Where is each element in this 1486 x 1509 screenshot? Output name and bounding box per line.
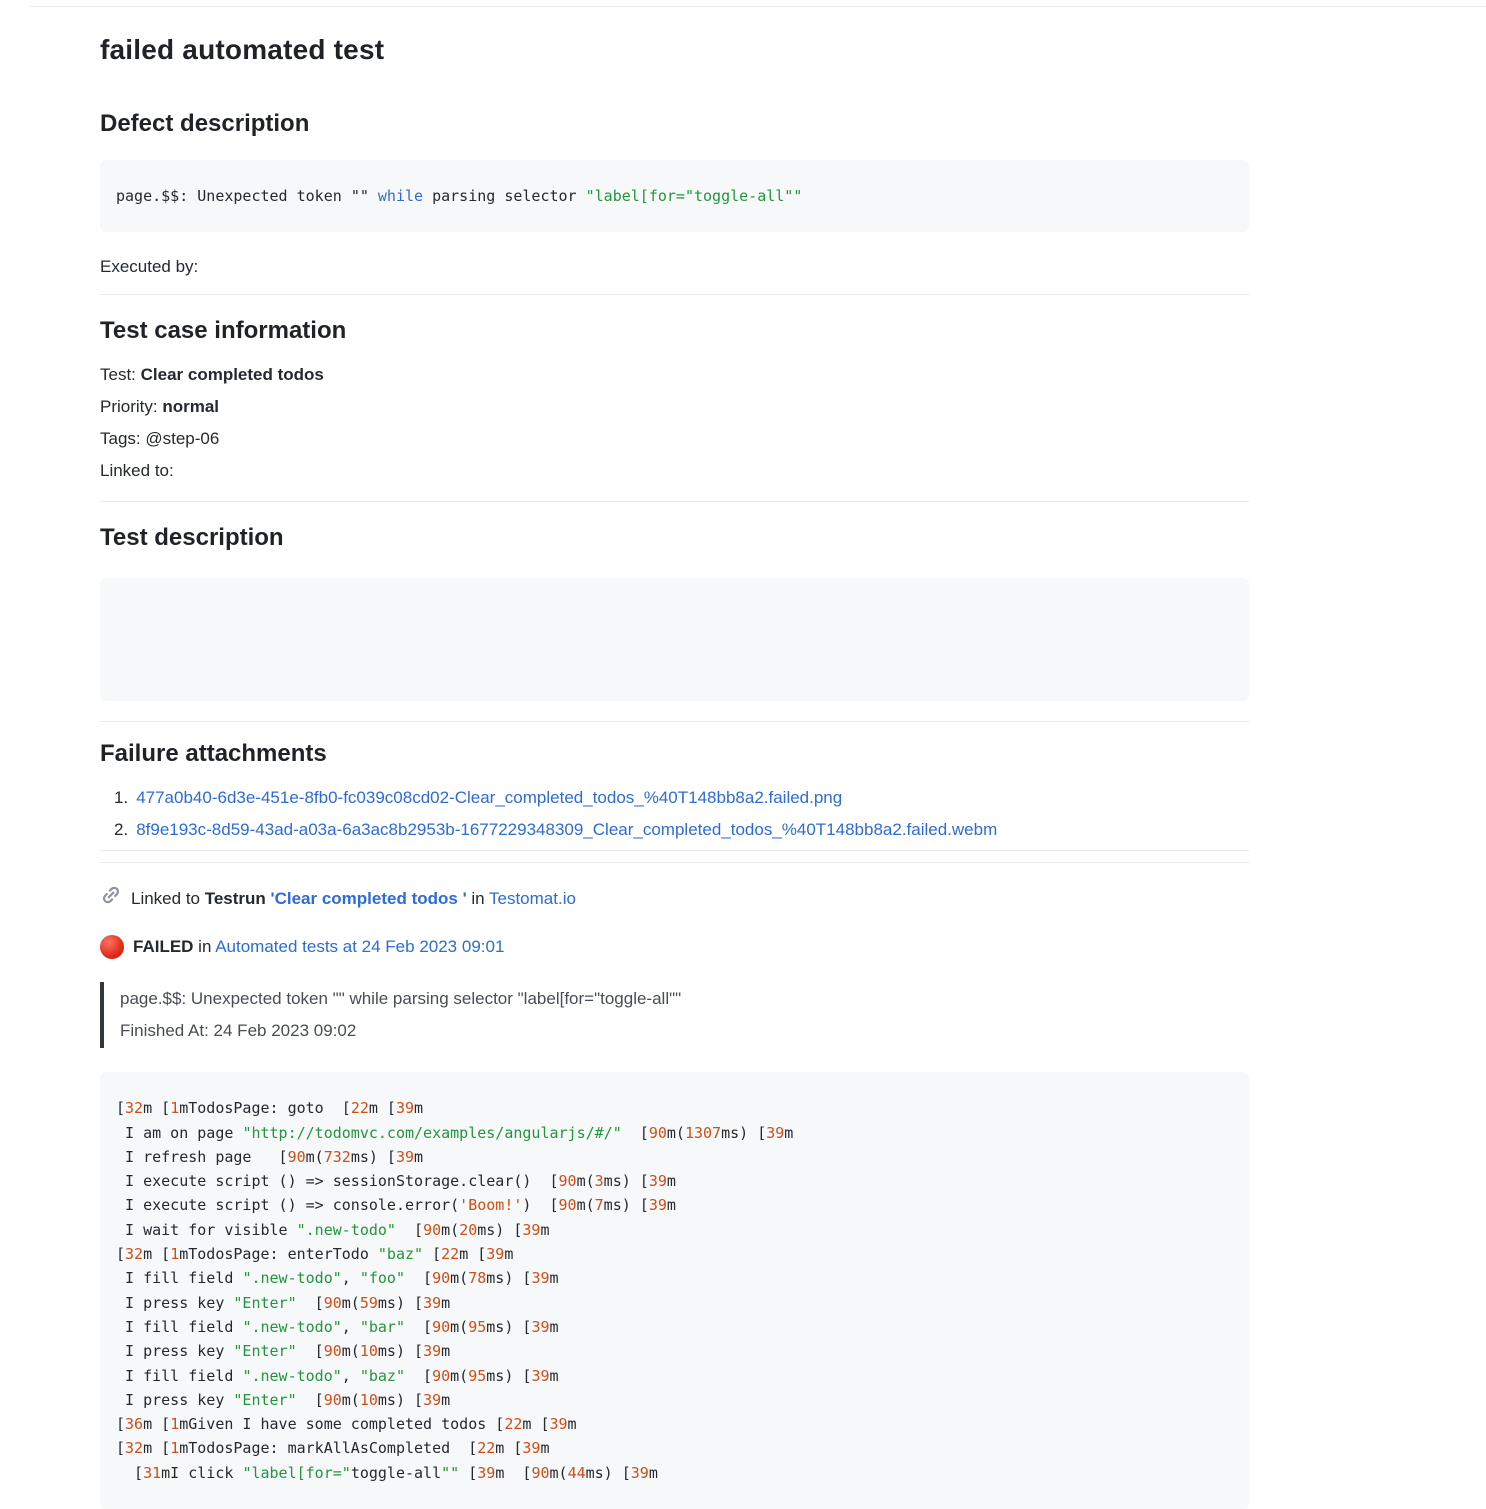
- field-test-label: Test:: [100, 365, 141, 385]
- status-line: [100, 934, 1249, 960]
- defect-description-heading: Defect description: [100, 110, 310, 137]
- field-tags-label: Tags:: [100, 429, 146, 449]
- attachment-link-webm[interactable]: 8f9e193c-8d59-43ad-a03a-6a3ac8b2953b-1677229348309_Clear_completed_todos_%40T148bb8a2.failed.webm: [136, 820, 998, 840]
- attachment-index: 1.: [114, 788, 129, 808]
- double-divider: [100, 850, 1249, 863]
- attachment-item: [100, 814, 1249, 846]
- quote-error-line: page.$$: Unexpected token "" while parsing selector "label[for="toggle-all"": [120, 989, 682, 1009]
- field-linked-to: [100, 455, 1249, 487]
- attachment-index: 2.: [114, 820, 129, 840]
- testrun-word: Testrun: [204, 889, 266, 909]
- field-tags: [100, 423, 1249, 455]
- testrun-link[interactable]: 'Clear completed todos ': [270, 889, 467, 909]
- field-priority-label: Priority:: [100, 397, 163, 417]
- divider-line: [100, 850, 1249, 851]
- in-word: in: [193, 937, 216, 957]
- divider-line: [100, 862, 1249, 863]
- field-priority-value: normal: [162, 397, 220, 417]
- section-divider: [100, 294, 1249, 295]
- quote-finished-line: Finished At: 24 Feb 2023 09:02: [120, 1021, 357, 1041]
- linked-testrun-text: [131, 886, 576, 912]
- test-description-heading: Test description: [100, 524, 284, 552]
- testrun-report-link[interactable]: Automated tests at 24 Feb 2023 09:01: [215, 937, 505, 957]
- linked-to-word: Linked to: [131, 889, 205, 909]
- field-priority: [100, 391, 1249, 423]
- in-word: in: [466, 889, 489, 909]
- executed-by-label: Executed by:: [100, 257, 199, 277]
- test-case-fields: [100, 359, 1249, 487]
- test-log-code-block: [32m [1mTodosPage: goto [22m [39m I am on page "http://todomvc.com/examples/angularjs/#/" [90m(1307ms) [39m I refresh page [90m(732ms) [39m I execute script () => sessionStorage.clear() [90m(3ms) [39m I execute script () => console.error('Boom!') [90m(7ms) [39m I wait for visible ".new-todo" [90m(20ms) [39m [32m [1mTodosPage: enterTodo "baz" [22m [39m I fill field ".new-todo", "foo" [90m(78ms) [39m I press key "Enter" [90m(59ms) [39m I fill field ".new-todo", "bar" [90m(95ms) [39m I press key "Enter" [90m(10ms) [39m I fill field ".new-todo", "baz" [90m(95ms) [39m I press key "Enter" [90m(10ms) [39m [36m [1mGiven I have some completed todos [22m [39m [32m [1mTodosPage: markAllAsCompleted [22m [39m [31mI click "label[for="toggle-all"" [39m [90m(44ms) [39m: [100, 1072, 1249, 1509]
- window-top-border: [30, 6, 1486, 7]
- field-test-value: Clear completed todos: [140, 365, 324, 385]
- red-circle-icon: [100, 935, 124, 959]
- issue-body: [100, 34, 1249, 1509]
- failure-quote: [100, 982, 1249, 1048]
- section-divider: [100, 721, 1249, 722]
- testomat-link[interactable]: Testomat.io: [489, 889, 576, 909]
- failed-label: FAILED: [133, 937, 194, 957]
- field-tags-value: @step-06: [145, 429, 220, 449]
- test-description-empty-box: [100, 578, 1249, 701]
- attachment-list: [100, 782, 1249, 846]
- linked-testrun-line: [100, 884, 1249, 914]
- attachment-link-png[interactable]: 477a0b40-6d3e-451e-8fb0-fc039c08cd02-Clear_completed_todos_%40T148bb8a2.failed.png: [136, 788, 843, 808]
- section-divider: [100, 501, 1249, 502]
- field-linked-to-label: Linked to:: [100, 461, 174, 481]
- defect-code-block: page.$$: Unexpected token "" while parsing selector "label[for="toggle-all"": [100, 160, 1249, 232]
- test-case-information-heading: Test case information: [100, 317, 347, 345]
- field-test: [100, 359, 1249, 391]
- link-icon: [100, 884, 122, 914]
- attachment-item: [100, 782, 1249, 814]
- failure-attachments-heading: Failure attachments: [100, 740, 327, 768]
- page-title: failed automated test: [100, 34, 385, 65]
- status-text: [133, 934, 504, 960]
